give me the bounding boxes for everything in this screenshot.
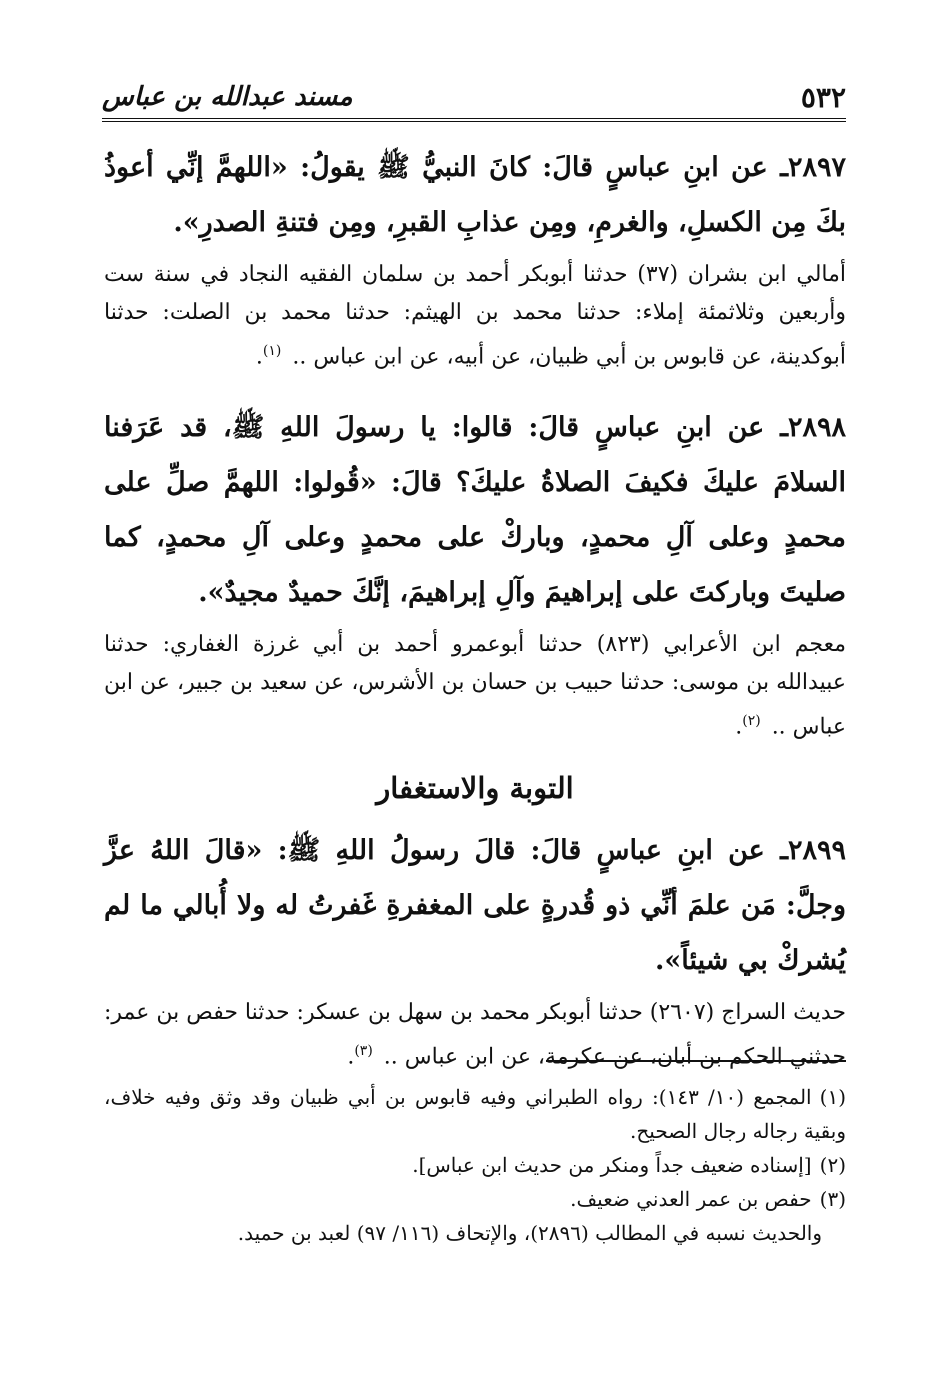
page-content bbox=[104, 140, 846, 1076]
footnote-3 bbox=[104, 1182, 846, 1216]
footnote-1 bbox=[104, 1080, 846, 1148]
source-2897: أمالي ابن بشران (٣٧) حدثنا أبوبكر أحمد بن سلمان الفقيه النجاد في سنة ست وأربعين وثلاثمئة إملاء: حدثنا محمد بن الهيثم: حدثنا محمد بن الصلت: حدثنا أبوكدينة، عن قابوس بن أبي ظبيان، عن أبيه، عن ابن عباس .. $^{(١)}$. bbox=[104, 262, 847, 370]
source-2899: حديث السراج (٢٦٠٧) حدثنا أبوبكر محمد بن سهل بن عسكر: حدثنا حفص بن عمر: حدثني الحكم بن أبان، عن عكرمة، عن ابن عباس .. $^{(٣)}$. bbox=[104, 999, 846, 1069]
footnote-text: [إسناده ضعيف جداً ومنكر من حديث ابن عباس]. bbox=[412, 1153, 812, 1177]
footnote-ref-2[interactable]: (٢) bbox=[742, 713, 761, 730]
footnote-number: (٣) bbox=[819, 1187, 846, 1211]
footnote-number: (١) bbox=[819, 1085, 846, 1109]
footnote-3-continuation bbox=[104, 1216, 846, 1250]
source-text: معجم ابن الأعرابي (٨٢٣) حدثنا أبوعمرو أحمد بن أبي غرزة الغفاري: حدثنا عبيدالله بن موسى: حدثنا حبيب بن حسان بن الأشرس، عن سعيد بن جبير، عن ابن عباس .. bbox=[104, 632, 846, 740]
footnote-divider bbox=[546, 1060, 846, 1062]
footnote-text: والحديث نسبه في المطالب (٢٨٩٦)، والإتحاف (١١٦/ ٩٧) لعبد بن حميد. bbox=[237, 1221, 822, 1245]
footnote-ref-3[interactable]: (٣) bbox=[354, 1042, 373, 1059]
page-header bbox=[102, 72, 846, 122]
source-text: أمالي ابن بشران (٣٧) حدثنا أبوبكر أحمد بن سلمان الفقيه النجاد في سنة ست وأربعين وثلاثمئة إملاء: حدثنا محمد بن الهيثم: حدثنا محمد بن الصلت: حدثنا أبوكدينة، عن قابوس بن أبي ظبيان، عن أبيه، عن ابن عباس .. bbox=[104, 262, 847, 370]
footnote-ref-1[interactable]: (١) bbox=[262, 343, 282, 359]
footnote-number: (٢) bbox=[819, 1153, 846, 1177]
hadith-2899: ٢٨٩٩ـ عن ابنِ عباسٍ قالَ: قالَ رسولُ اللهِ ﷺ: «قالَ اللهُ عزَّ وجلَّ: مَن علمَ أنِّي ذو قُدرةٍ على المغفرةِ غَفرتُ له ولا أُبالي ما لم يُشركْ بي شيئاً». bbox=[104, 834, 846, 976]
hadith-2898: ٢٨٩٨ـ عن ابنِ عباسٍ قالَ: قالوا: يا رسولَ اللهِ ﷺ، قد عَرَفنا السلامَ عليكَ فكيفَ الصلاةُ عليكَ؟ قالَ: «قُولوا: اللهمَّ صلِّ على محمدٍ وعلى آلِ محمدٍ، وباركْ على محمدٍ وعلى آلِ محمدٍ، كما صليتَ وباركتَ على إبراهيمَ وآلِ إبراهيمَ، إنَّكَ حميدٌ مجيدٌ». bbox=[104, 412, 846, 609]
source-text: حديث السراج (٢٦٠٧) حدثنا أبوبكر محمد بن سهل بن عسكر: حدثنا حفص بن عمر: حدثني الحكم بن أبان، عن عكرمة، عن ابن عباس .. bbox=[104, 999, 846, 1069]
footnotes bbox=[104, 1080, 846, 1250]
page-number: ٥٣٢ bbox=[800, 81, 846, 114]
section-title: التوبة والاستغفار bbox=[376, 770, 574, 805]
hadith-2897: ٢٨٩٧ـ عن ابنِ عباسٍ قالَ: كانَ النبيُّ ﷺ يقولُ: «اللهمَّ إنِّي أعوذُ بكَ مِن الكسلِ، والغرمِ، ومِن عذابِ القبرِ، ومِن فتنةِ الصدرِ». bbox=[104, 152, 846, 238]
footnote-text: حفص بن عمر العدني ضعيف. bbox=[570, 1187, 812, 1211]
footnote-2 bbox=[104, 1148, 846, 1182]
source-2898: معجم ابن الأعرابي (٨٢٣) حدثنا أبوعمرو أحمد بن أبي غرزة الغفاري: حدثنا عبيدالله بن موسى: حدثنا حبيب بن حسان بن الأشرس، عن سعيد بن جبير، عن ابن عباس .. $^{(٢)}$. bbox=[104, 632, 846, 740]
running-title: مسند عبدالله بن عباس bbox=[102, 82, 353, 112]
footnote-text: المجمع (١٠/ ١٤٣): رواه الطبراني وفيه قابوس بن أبي ظبيان وقد وثق وفيه خلاف، وبقية رجاله رجال الصحيح. bbox=[104, 1085, 846, 1143]
